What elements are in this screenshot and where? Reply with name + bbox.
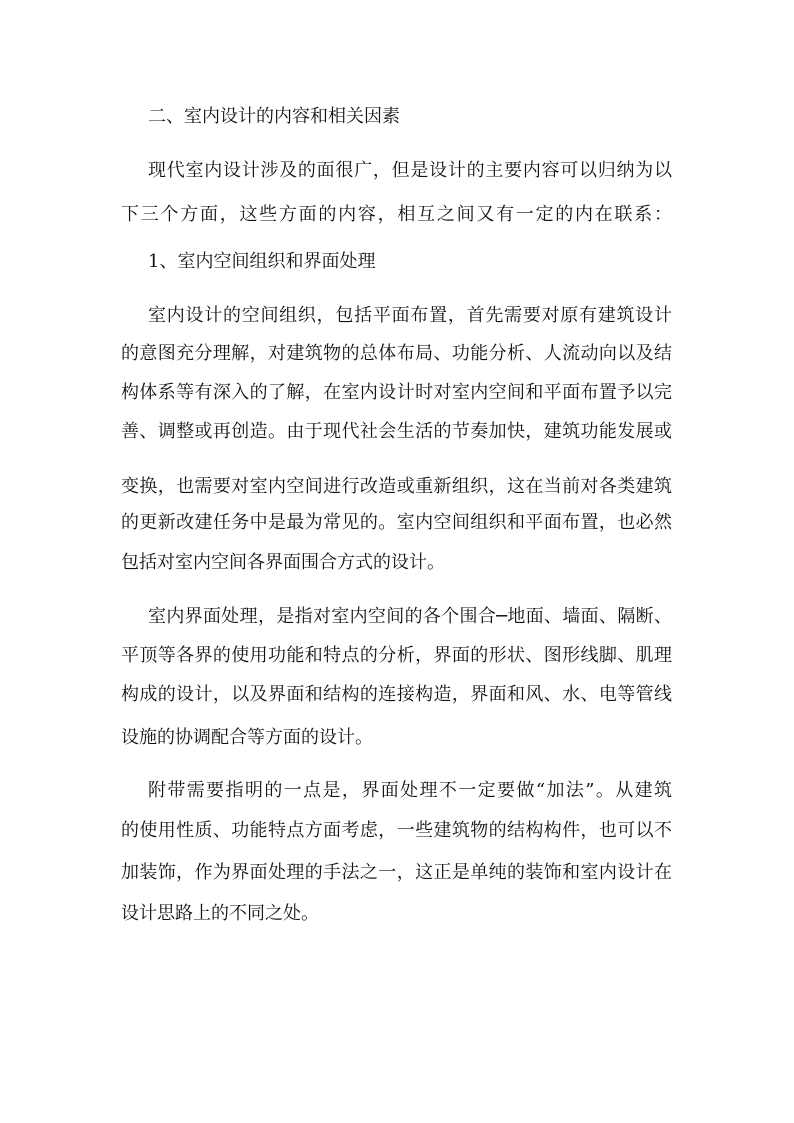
subsection-title: 1、室内空间组织和界面处理 (148, 251, 376, 272)
paragraph-line: 构体系等有深入的了解，在室内设计时对室内空间和平面布置予以完 (121, 382, 672, 403)
paragraph-line: 平顶等各界的使用功能和特点的分析，界面的形状、图形线脚、肌理 (121, 645, 672, 666)
paragraph-line: 附带需要指明的一点是，界面处理不一定要做“加法”。从建筑 (148, 780, 672, 801)
paragraph-line: 包括对室内空间各界面围合方式的设计。 (121, 552, 445, 573)
section-title: 二、室内设计的内容和相关因素 (148, 106, 400, 127)
paragraph-line: 善、调整或再创造。由于现代社会生活的节奏加快，建筑功能发展或 (121, 421, 672, 442)
paragraph-line: 变换，也需要对室内空间进行改造或重新组织，这在当前对各类建筑 (121, 476, 672, 497)
paragraph-line: 设计思路上的不同之处。 (121, 903, 319, 924)
paragraph-line: 的使用性质、功能特点方面考虑，一些建筑物的结构构件，也可以不 (121, 820, 672, 841)
intro-line: 现代室内设计涉及的面很广，但是设计的主要内容可以归纳为以 (148, 160, 672, 181)
paragraph-line: 室内界面处理，是指对室内空间的各个围合─地面、墙面、隔断、 (148, 606, 672, 627)
paragraph-line: 室内设计的空间组织，包括平面布置，首先需要对原有建筑设计 (148, 305, 672, 326)
paragraph-line: 的意图充分理解，对建筑物的总体布局、功能分析、人流动向以及结 (121, 343, 672, 364)
intro-line: 下三个方面，这些方面的内容，相互之间又有一定的内在联系： (121, 204, 672, 225)
paragraph-line: 设施的协调配合等方面的设计。 (121, 727, 373, 748)
paragraph-line: 加装饰，作为界面处理的手法之一，这正是单纯的装饰和室内设计在 (121, 862, 672, 883)
paragraph-line: 构成的设计，以及界面和结构的连接构造，界面和风、水、电等管线 (121, 684, 672, 705)
paragraph-line: 的更新改建任务中是最为常见的。室内空间组织和平面布置，也必然 (121, 512, 672, 533)
